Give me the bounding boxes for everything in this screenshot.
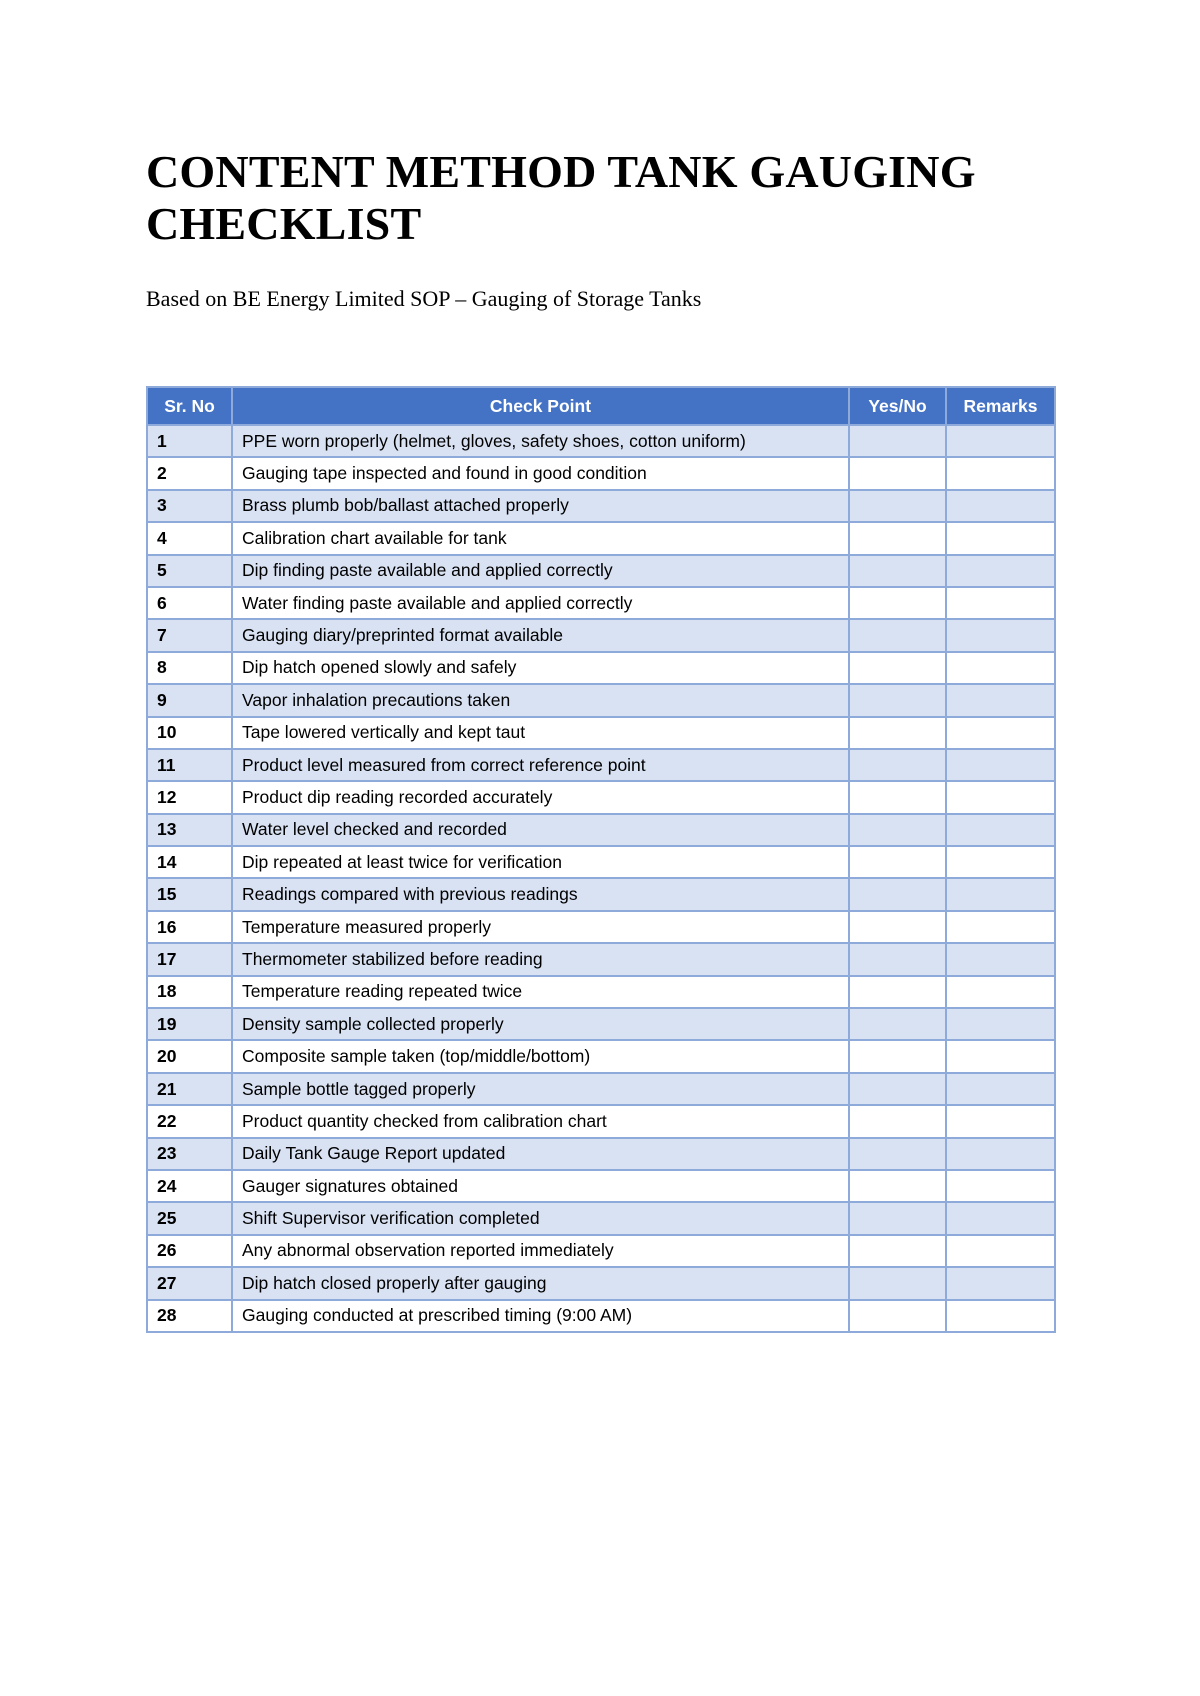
check-point-cell: Brass plumb bob/ballast attached properly	[232, 490, 849, 522]
table-row	[147, 1202, 1055, 1234]
sr-no-cell: 10	[147, 717, 232, 749]
table-row	[147, 846, 1055, 878]
header-remarks: Remarks	[946, 387, 1055, 425]
table-row	[147, 1008, 1055, 1040]
sr-no-cell: 9	[147, 684, 232, 716]
remarks-cell[interactable]	[946, 619, 1055, 651]
yes-no-cell[interactable]	[849, 425, 946, 457]
check-point-cell: Temperature reading repeated twice	[232, 976, 849, 1008]
remarks-cell[interactable]	[946, 652, 1055, 684]
sr-no-cell: 24	[147, 1170, 232, 1202]
remarks-cell[interactable]	[946, 717, 1055, 749]
sr-no-cell: 21	[147, 1073, 232, 1105]
sr-no-cell: 15	[147, 878, 232, 910]
table-row	[147, 717, 1055, 749]
remarks-cell[interactable]	[946, 555, 1055, 587]
check-point-cell: Sample bottle tagged properly	[232, 1073, 849, 1105]
sr-no-cell: 23	[147, 1138, 232, 1170]
yes-no-cell[interactable]	[849, 1040, 946, 1072]
table-row	[147, 1300, 1055, 1332]
table-row	[147, 1073, 1055, 1105]
remarks-cell[interactable]	[946, 976, 1055, 1008]
check-point-cell: PPE worn properly (helmet, gloves, safety shoes, cotton uniform)	[232, 425, 849, 457]
table-row	[147, 781, 1055, 813]
sr-no-cell: 16	[147, 911, 232, 943]
check-point-cell: Temperature measured properly	[232, 911, 849, 943]
yes-no-cell[interactable]	[849, 1073, 946, 1105]
table-row	[147, 911, 1055, 943]
remarks-cell[interactable]	[946, 814, 1055, 846]
yes-no-cell[interactable]	[849, 652, 946, 684]
sr-no-cell: 5	[147, 555, 232, 587]
sr-no-cell: 18	[147, 976, 232, 1008]
check-point-cell: Water finding paste available and applied correctly	[232, 587, 849, 619]
table-row	[147, 619, 1055, 651]
table-row	[147, 425, 1055, 457]
table-header-row	[147, 387, 1055, 425]
yes-no-cell[interactable]	[849, 1267, 946, 1299]
sr-no-cell: 14	[147, 846, 232, 878]
remarks-cell[interactable]	[946, 1267, 1055, 1299]
remarks-cell[interactable]	[946, 1170, 1055, 1202]
remarks-cell[interactable]	[946, 1073, 1055, 1105]
table-row	[147, 684, 1055, 716]
table-row	[147, 814, 1055, 846]
document-title: CONTENT METHOD TANK GAUGING CHECKLIST	[146, 146, 976, 249]
remarks-cell[interactable]	[946, 749, 1055, 781]
remarks-cell[interactable]	[946, 911, 1055, 943]
remarks-cell[interactable]	[946, 587, 1055, 619]
remarks-cell[interactable]	[946, 1105, 1055, 1137]
sr-no-cell: 3	[147, 490, 232, 522]
sr-no-cell: 26	[147, 1235, 232, 1267]
remarks-cell[interactable]	[946, 522, 1055, 554]
yes-no-cell[interactable]	[849, 684, 946, 716]
sr-no-cell: 7	[147, 619, 232, 651]
remarks-cell[interactable]	[946, 684, 1055, 716]
check-point-cell: Product quantity checked from calibration chart	[232, 1105, 849, 1137]
check-point-cell: Product level measured from correct reference point	[232, 749, 849, 781]
check-point-cell: Composite sample taken (top/middle/bottom)	[232, 1040, 849, 1072]
remarks-cell[interactable]	[946, 781, 1055, 813]
table-row	[147, 1105, 1055, 1137]
sr-no-cell: 28	[147, 1300, 232, 1332]
yes-no-cell[interactable]	[849, 1235, 946, 1267]
check-point-cell: Dip finding paste available and applied correctly	[232, 555, 849, 587]
check-point-cell: Gauger signatures obtained	[232, 1170, 849, 1202]
table-row	[147, 587, 1055, 619]
sr-no-cell: 8	[147, 652, 232, 684]
yes-no-cell[interactable]	[849, 457, 946, 489]
header-check-point: Check Point	[232, 387, 849, 425]
yes-no-cell[interactable]	[849, 522, 946, 554]
check-point-cell: Any abnormal observation reported immediately	[232, 1235, 849, 1267]
yes-no-cell[interactable]	[849, 749, 946, 781]
check-point-cell: Dip hatch closed properly after gauging	[232, 1267, 849, 1299]
check-point-cell: Shift Supervisor verification completed	[232, 1202, 849, 1234]
sr-no-cell: 27	[147, 1267, 232, 1299]
remarks-cell[interactable]	[946, 1235, 1055, 1267]
sr-no-cell: 22	[147, 1105, 232, 1137]
yes-no-cell[interactable]	[849, 1202, 946, 1234]
table-row	[147, 490, 1055, 522]
yes-no-cell[interactable]	[849, 1138, 946, 1170]
remarks-cell[interactable]	[946, 425, 1055, 457]
table-row	[147, 1170, 1055, 1202]
yes-no-cell[interactable]	[849, 587, 946, 619]
sr-no-cell: 2	[147, 457, 232, 489]
check-point-cell: Density sample collected properly	[232, 1008, 849, 1040]
yes-no-cell[interactable]	[849, 1300, 946, 1332]
table-row	[147, 976, 1055, 1008]
check-point-cell: Vapor inhalation precautions taken	[232, 684, 849, 716]
remarks-cell[interactable]	[946, 846, 1055, 878]
check-point-cell: Gauging conducted at prescribed timing (9:00 AM)	[232, 1300, 849, 1332]
table-row	[147, 457, 1055, 489]
yes-no-cell[interactable]	[849, 717, 946, 749]
sr-no-cell: 11	[147, 749, 232, 781]
document-subtitle: Based on BE Energy Limited SOP – Gauging of Storage Tanks	[146, 286, 702, 311]
table-row	[147, 1138, 1055, 1170]
yes-no-cell[interactable]	[849, 1105, 946, 1137]
sr-no-cell: 13	[147, 814, 232, 846]
table-row	[147, 522, 1055, 554]
yes-no-cell[interactable]	[849, 976, 946, 1008]
remarks-cell[interactable]	[946, 1300, 1055, 1332]
yes-no-cell[interactable]	[849, 781, 946, 813]
yes-no-cell[interactable]	[849, 619, 946, 651]
sr-no-cell: 25	[147, 1202, 232, 1234]
table-row	[147, 555, 1055, 587]
table-row	[147, 749, 1055, 781]
yes-no-cell[interactable]	[849, 1170, 946, 1202]
header-sr-no: Sr. No	[147, 387, 232, 425]
check-point-cell: Daily Tank Gauge Report updated	[232, 1138, 849, 1170]
check-point-cell: Dip hatch opened slowly and safely	[232, 652, 849, 684]
table-row	[147, 652, 1055, 684]
table-row	[147, 943, 1055, 975]
check-point-cell: Readings compared with previous readings	[232, 878, 849, 910]
check-point-cell: Gauging diary/preprinted format available	[232, 619, 849, 651]
remarks-cell[interactable]	[946, 1008, 1055, 1040]
remarks-cell[interactable]	[946, 457, 1055, 489]
sr-no-cell: 1	[147, 425, 232, 457]
checklist-body	[147, 425, 1055, 1332]
table-row	[147, 1267, 1055, 1299]
table-row	[147, 878, 1055, 910]
yes-no-cell[interactable]	[849, 878, 946, 910]
sr-no-cell: 20	[147, 1040, 232, 1072]
yes-no-cell[interactable]	[849, 943, 946, 975]
check-point-cell: Product dip reading recorded accurately	[232, 781, 849, 813]
check-point-cell: Tape lowered vertically and kept taut	[232, 717, 849, 749]
sr-no-cell: 6	[147, 587, 232, 619]
remarks-cell[interactable]	[946, 1040, 1055, 1072]
yes-no-cell[interactable]	[849, 911, 946, 943]
yes-no-cell[interactable]	[849, 846, 946, 878]
sr-no-cell: 12	[147, 781, 232, 813]
table-row	[147, 1040, 1055, 1072]
check-point-cell: Water level checked and recorded	[232, 814, 849, 846]
check-point-cell: Calibration chart available for tank	[232, 522, 849, 554]
remarks-cell[interactable]	[946, 943, 1055, 975]
checklist-table	[146, 386, 1056, 1333]
remarks-cell[interactable]	[946, 1138, 1055, 1170]
table-row	[147, 1235, 1055, 1267]
remarks-cell[interactable]	[946, 1202, 1055, 1234]
yes-no-cell[interactable]	[849, 555, 946, 587]
header-yes-no: Yes/No	[849, 387, 946, 425]
yes-no-cell[interactable]	[849, 1008, 946, 1040]
check-point-cell: Thermometer stabilized before reading	[232, 943, 849, 975]
check-point-cell: Gauging tape inspected and found in good condition	[232, 457, 849, 489]
yes-no-cell[interactable]	[849, 490, 946, 522]
remarks-cell[interactable]	[946, 490, 1055, 522]
sr-no-cell: 17	[147, 943, 232, 975]
sr-no-cell: 19	[147, 1008, 232, 1040]
sr-no-cell: 4	[147, 522, 232, 554]
check-point-cell: Dip repeated at least twice for verification	[232, 846, 849, 878]
remarks-cell[interactable]	[946, 878, 1055, 910]
yes-no-cell[interactable]	[849, 814, 946, 846]
